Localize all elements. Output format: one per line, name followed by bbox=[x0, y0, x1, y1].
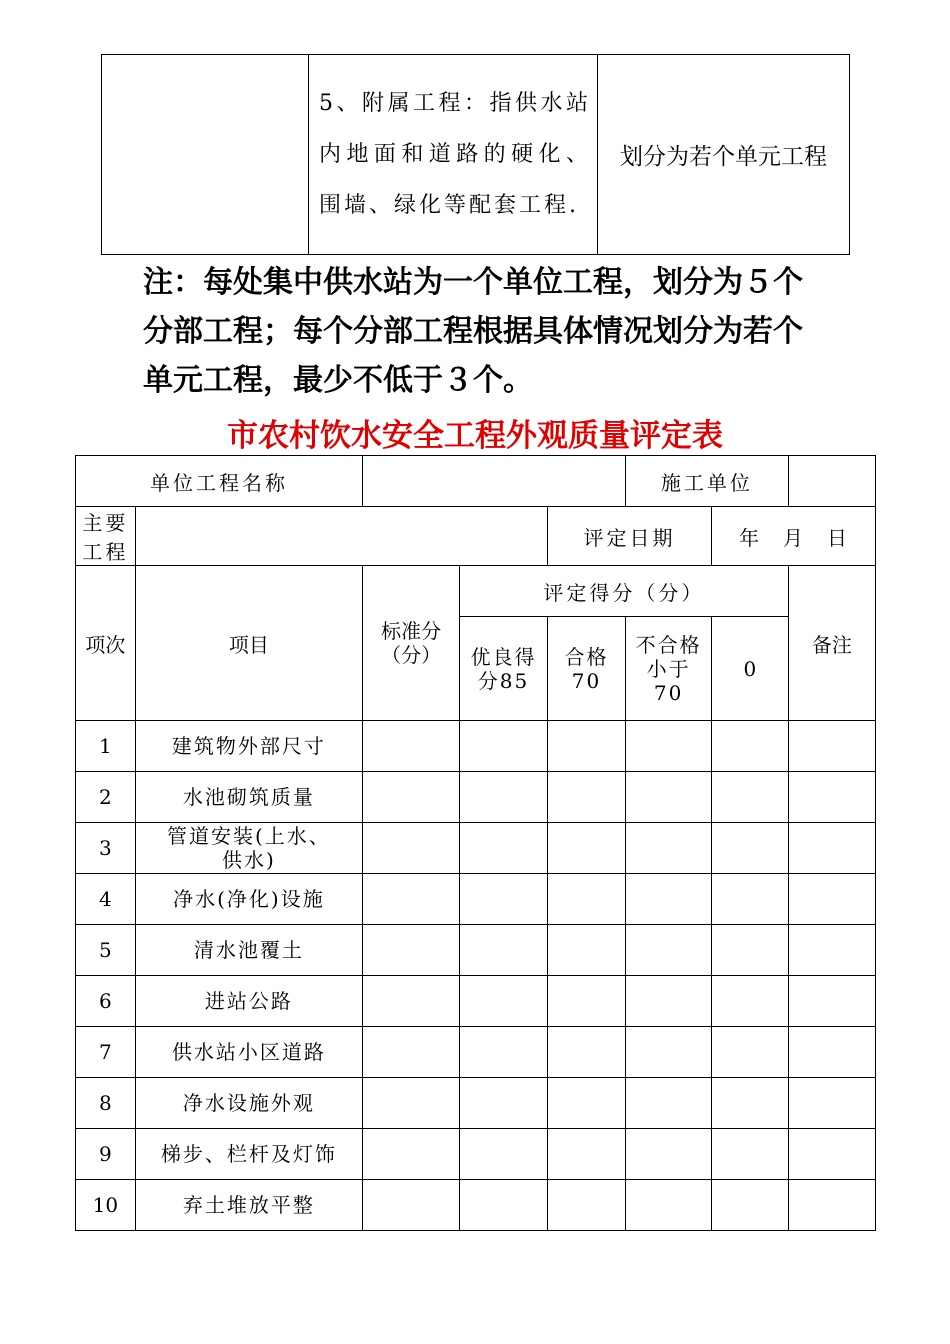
top-table bbox=[101, 54, 850, 255]
zero-header: 0 bbox=[712, 617, 789, 721]
qualified-cell[interactable] bbox=[547, 1180, 625, 1231]
item-name: 清水池覆土 bbox=[135, 925, 362, 976]
item-number: 4 bbox=[76, 874, 136, 925]
std-score-cell[interactable] bbox=[363, 1180, 460, 1231]
unqualified-cell[interactable] bbox=[626, 1027, 712, 1078]
unqualified-cell[interactable] bbox=[626, 823, 712, 874]
qualified-cell[interactable] bbox=[547, 925, 625, 976]
table-row bbox=[76, 1027, 876, 1078]
excellent-cell[interactable] bbox=[460, 1180, 548, 1231]
table-row bbox=[76, 1129, 876, 1180]
zero-cell[interactable] bbox=[712, 772, 789, 823]
item-name: 建筑物外部尺寸 bbox=[135, 721, 362, 772]
std-score-cell[interactable] bbox=[363, 1129, 460, 1180]
item-number: 3 bbox=[76, 823, 136, 874]
remarks-cell[interactable] bbox=[788, 1180, 875, 1231]
zero-cell[interactable] bbox=[712, 976, 789, 1027]
zero-cell[interactable] bbox=[712, 1027, 789, 1078]
qualified-cell[interactable] bbox=[547, 1078, 625, 1129]
main-project-value[interactable] bbox=[135, 507, 547, 566]
table-row bbox=[76, 925, 876, 976]
item-number: 5 bbox=[76, 925, 136, 976]
unqualified-cell[interactable] bbox=[626, 976, 712, 1027]
eval-date-label: 评定日期 bbox=[547, 507, 711, 566]
remarks-cell[interactable] bbox=[788, 1078, 875, 1129]
remarks-cell[interactable] bbox=[788, 1129, 875, 1180]
eval-date-value[interactable]: 年 月 日 bbox=[712, 507, 876, 566]
item-name: 供水站小区道路 bbox=[135, 1027, 362, 1078]
note-paragraph: 注：每处集中供水站为一个单位工程，划分为５个分部工程；每个分部工程根据具体情况划分为若个单元工程，最少不低于３个。 bbox=[143, 265, 803, 398]
table-row bbox=[76, 1078, 876, 1129]
excellent-cell[interactable] bbox=[460, 874, 548, 925]
item-number: 9 bbox=[76, 1129, 136, 1180]
remarks-cell[interactable] bbox=[788, 1027, 875, 1078]
excellent-cell[interactable] bbox=[460, 1078, 548, 1129]
std-score-header: 标准分（分） bbox=[363, 566, 460, 721]
remarks-cell[interactable] bbox=[788, 823, 875, 874]
unit-name-label: 单位工程名称 bbox=[76, 456, 363, 507]
assessment-table bbox=[75, 455, 876, 1231]
item-name: 净水设施外观 bbox=[135, 1078, 362, 1129]
excellent-cell[interactable] bbox=[460, 823, 548, 874]
remarks-cell[interactable] bbox=[788, 976, 875, 1027]
item-number: 7 bbox=[76, 1027, 136, 1078]
excellent-cell[interactable] bbox=[460, 1027, 548, 1078]
construction-unit-label: 施工单位 bbox=[626, 456, 789, 507]
qualified-header: 合格70 bbox=[547, 617, 625, 721]
qualified-cell[interactable] bbox=[547, 823, 625, 874]
item-name: 净水(净化)设施 bbox=[135, 874, 362, 925]
item-name: 水池砌筑质量 bbox=[135, 772, 362, 823]
unit-name-value[interactable] bbox=[363, 456, 626, 507]
table-row bbox=[76, 721, 876, 772]
remarks-cell[interactable] bbox=[788, 925, 875, 976]
empty-cell bbox=[102, 55, 309, 255]
excellent-cell[interactable] bbox=[460, 721, 548, 772]
table-row bbox=[76, 874, 876, 925]
item-name: 梯步、栏杆及灯饰 bbox=[135, 1129, 362, 1180]
unqualified-cell[interactable] bbox=[626, 772, 712, 823]
qualified-cell[interactable] bbox=[547, 976, 625, 1027]
excellent-header: 优良得分85 bbox=[460, 617, 548, 721]
table-row bbox=[76, 1180, 876, 1231]
excellent-cell[interactable] bbox=[460, 925, 548, 976]
item-header: 项目 bbox=[135, 566, 362, 721]
unqualified-cell[interactable] bbox=[626, 1180, 712, 1231]
qualified-cell[interactable] bbox=[547, 721, 625, 772]
std-score-cell[interactable] bbox=[363, 874, 460, 925]
excellent-cell[interactable] bbox=[460, 772, 548, 823]
qualified-cell[interactable] bbox=[547, 1129, 625, 1180]
table-row bbox=[76, 823, 876, 874]
item-name: 管道安装(上水、供水) bbox=[135, 823, 362, 874]
page-title: 市农村饮水安全工程外观质量评定表 bbox=[227, 418, 723, 454]
item-number: 8 bbox=[76, 1078, 136, 1129]
zero-cell[interactable] bbox=[712, 721, 789, 772]
main-project-label: 主要工程 bbox=[76, 507, 136, 566]
std-score-cell[interactable] bbox=[363, 925, 460, 976]
remarks-cell[interactable] bbox=[788, 772, 875, 823]
qualified-cell[interactable] bbox=[547, 772, 625, 823]
table-row bbox=[76, 976, 876, 1027]
item-number: 10 bbox=[76, 1180, 136, 1231]
std-score-cell[interactable] bbox=[363, 823, 460, 874]
unqualified-cell[interactable] bbox=[626, 1129, 712, 1180]
remarks-cell[interactable] bbox=[788, 874, 875, 925]
project-description: 5、附属工程：指供水站内地面和道路的硬化、围墙、绿化等配套工程. bbox=[309, 55, 598, 255]
excellent-cell[interactable] bbox=[460, 976, 548, 1027]
zero-cell[interactable] bbox=[712, 1078, 789, 1129]
item-number: 6 bbox=[76, 976, 136, 1027]
zero-cell[interactable] bbox=[712, 874, 789, 925]
qualified-cell[interactable] bbox=[547, 874, 625, 925]
excellent-cell[interactable] bbox=[460, 1129, 548, 1180]
item-name: 弃土堆放平整 bbox=[135, 1180, 362, 1231]
table-row bbox=[76, 772, 876, 823]
item-number: 1 bbox=[76, 721, 136, 772]
zero-cell[interactable] bbox=[712, 1180, 789, 1231]
eval-score-header: 评定得分（分） bbox=[460, 566, 789, 617]
unqualified-header: 不合格小于70 bbox=[626, 617, 712, 721]
std-score-cell[interactable] bbox=[363, 1078, 460, 1129]
zero-cell[interactable] bbox=[712, 1129, 789, 1180]
zero-cell[interactable] bbox=[712, 823, 789, 874]
division-text: 划分为若个单元工程 bbox=[598, 55, 850, 255]
remarks-cell[interactable] bbox=[788, 721, 875, 772]
qualified-cell[interactable] bbox=[547, 1027, 625, 1078]
unqualified-cell[interactable] bbox=[626, 874, 712, 925]
unqualified-cell[interactable] bbox=[626, 925, 712, 976]
std-score-cell[interactable] bbox=[363, 721, 460, 772]
std-score-cell[interactable] bbox=[363, 772, 460, 823]
std-score-cell[interactable] bbox=[363, 1027, 460, 1078]
item-number: 2 bbox=[76, 772, 136, 823]
item-name: 进站公路 bbox=[135, 976, 362, 1027]
item-no-header: 项次 bbox=[76, 566, 136, 721]
zero-cell[interactable] bbox=[712, 925, 789, 976]
std-score-cell[interactable] bbox=[363, 976, 460, 1027]
remarks-header: 备注 bbox=[788, 566, 875, 721]
construction-unit-value[interactable] bbox=[788, 456, 875, 507]
unqualified-cell[interactable] bbox=[626, 721, 712, 772]
unqualified-cell[interactable] bbox=[626, 1078, 712, 1129]
